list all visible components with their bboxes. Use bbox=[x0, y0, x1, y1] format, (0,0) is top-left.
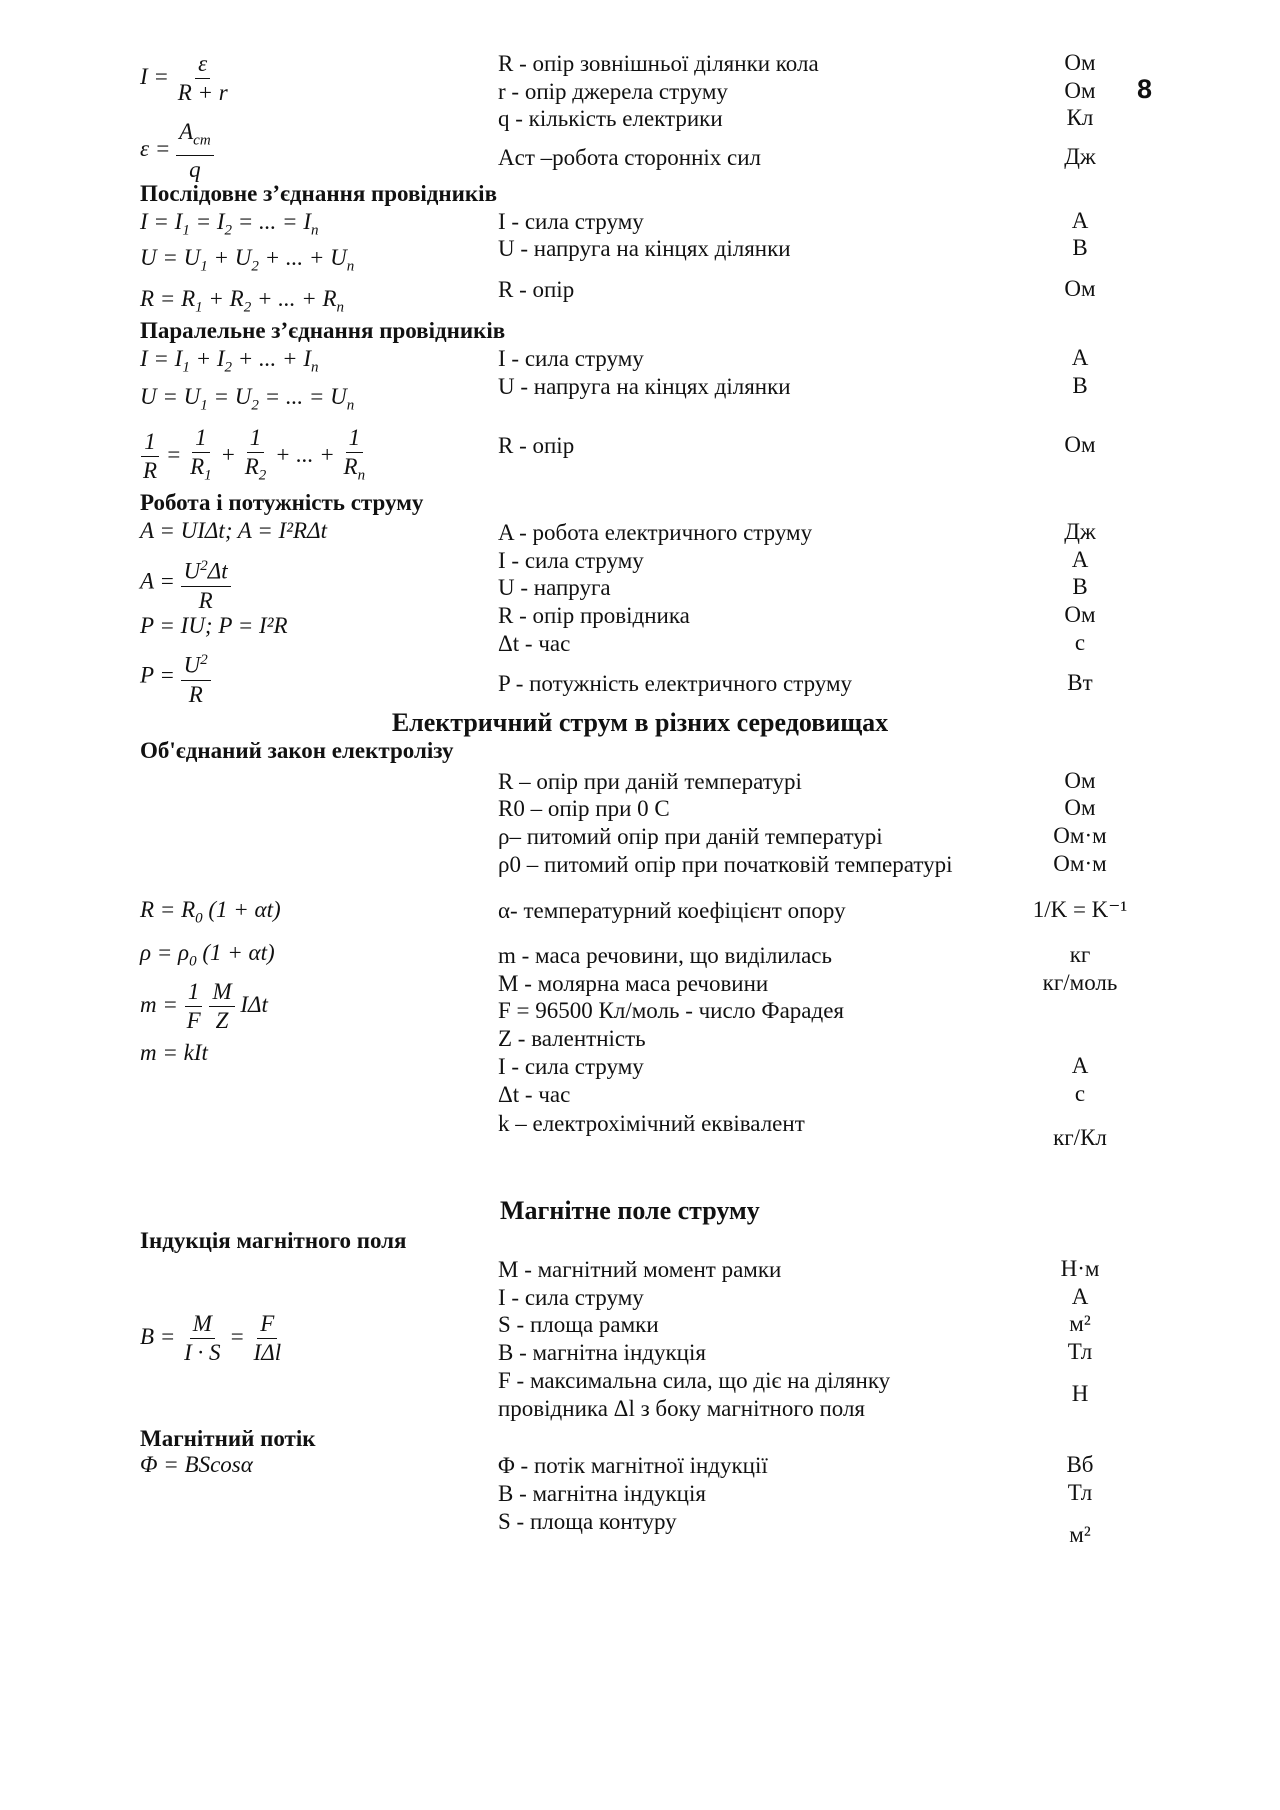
definition-text: Aст –робота сторонніх сил bbox=[498, 145, 762, 170]
section-heading: Об'єднаний закон електролізу bbox=[140, 738, 454, 763]
unit: Вб bbox=[1066, 1452, 1094, 1477]
formula-work: A = UIΔt; A = I²RΔt bbox=[140, 518, 327, 543]
definition-text: S - площа рамки bbox=[498, 1312, 659, 1337]
section-heading: Послідовне з’єднання провідників bbox=[140, 181, 497, 206]
definition-text: I - сила струму bbox=[498, 346, 644, 371]
formula-magnetic-flux: Φ = BScosα bbox=[140, 1452, 253, 1477]
definition-text: U - напруга на кінцях ділянки bbox=[498, 374, 791, 399]
page-number: 8 bbox=[1137, 74, 1153, 104]
formula-series-current: $I = I_1 = I_2$ = ... = $I_n$ bbox=[140, 209, 319, 239]
formula-power-voltage: P = $\frac{U^2}{R}$ bbox=[140, 646, 211, 709]
unit: В bbox=[1072, 235, 1088, 260]
unit: А bbox=[1071, 547, 1089, 572]
unit: м² bbox=[1069, 1311, 1091, 1336]
formula-resistance-temperature: $R = R_0$ (1 + αt) bbox=[140, 897, 281, 927]
definition-text: Δt - час bbox=[498, 1082, 571, 1107]
unit: Тл bbox=[1067, 1339, 1093, 1364]
definition-text: I - сила струму bbox=[498, 548, 644, 573]
definition-text: R0 – опір при 0 С bbox=[498, 796, 670, 821]
definition-text: Φ - потік магнітної індукції bbox=[498, 1453, 768, 1478]
definition-text: Δt - час bbox=[498, 631, 571, 656]
definition-text: R - опір bbox=[498, 433, 575, 458]
definition-text: α- температурний коефіцієнт опору bbox=[498, 898, 846, 923]
unit: Тл bbox=[1067, 1480, 1093, 1505]
formula-work-voltage: A = $\frac{U^2\Delta t}{R}$ bbox=[140, 552, 231, 615]
section-title: Магнітне поле струму bbox=[500, 1196, 760, 1225]
definition-text: F = 96500 Кл/моль - число Фарадея bbox=[498, 998, 844, 1023]
definition-text: R - опір зовнішньої ділянки кола bbox=[498, 51, 819, 76]
unit: Ом·м bbox=[1053, 823, 1107, 848]
formula-emf: ε = $\frac{A_{ст}}{q}$ bbox=[140, 118, 214, 184]
formula-series-voltage: $U = U_1 + U_2$ + ... + $U_n$ bbox=[140, 245, 355, 275]
unit: Ом bbox=[1064, 78, 1096, 103]
definition-text: k – електрохімічний еквівалент bbox=[498, 1111, 805, 1136]
formula-magnetic-induction: B = $\frac{M}{I \cdot S}$ = $\frac{F}{\text{IΔl}}$ bbox=[140, 1311, 282, 1365]
unit: Ом bbox=[1064, 50, 1096, 75]
unit: с bbox=[1074, 630, 1086, 655]
unit: кг bbox=[1069, 942, 1091, 967]
formula-power: P = IU; P = I²R bbox=[140, 613, 288, 638]
formula-series-resistance: $R = R_1 + R_2$ + ... + $R_n$ bbox=[140, 286, 345, 316]
definition-text: S - площа контуру bbox=[498, 1509, 677, 1534]
definition-text: Z - валентність bbox=[498, 1026, 646, 1051]
unit: А bbox=[1071, 1284, 1089, 1309]
definition-text: B - магнітна індукція bbox=[498, 1481, 706, 1506]
definition-text: m - маса речовини, що виділилась bbox=[498, 943, 832, 968]
unit: А bbox=[1071, 345, 1089, 370]
definition-text: I - сила струму bbox=[498, 209, 644, 234]
definition-text: R - опір провідника bbox=[498, 603, 690, 628]
section-heading: Паралельне з’єднання провідників bbox=[140, 318, 506, 343]
unit: В bbox=[1072, 373, 1088, 398]
definition-text: R – опір при даній температурі bbox=[498, 769, 802, 794]
formula-electrolysis-short: m = kIt bbox=[140, 1040, 208, 1065]
definition-text: B - магнітна індукція bbox=[498, 1340, 706, 1365]
definition-text: U - напруга bbox=[498, 575, 611, 600]
definition-text: M - молярна маса речовини bbox=[498, 971, 769, 996]
unit: Ом bbox=[1064, 432, 1096, 457]
definition-text: r - опір джерела струму bbox=[498, 79, 728, 104]
unit: кг/моль bbox=[1042, 970, 1118, 995]
definition-text: A - робота електричного струму bbox=[498, 520, 813, 545]
formula-parallel-voltage: $U = U_1 = U_2$ = ... = $U_n$ bbox=[140, 384, 355, 414]
definition-text: R - опір bbox=[498, 277, 575, 302]
unit: А bbox=[1071, 208, 1089, 233]
definition-text: P - потужність електричного струму bbox=[498, 671, 853, 696]
definition-text: провідника Δl з боку магнітного поля bbox=[498, 1396, 866, 1421]
unit: Ом·м bbox=[1053, 851, 1107, 876]
unit: Дж bbox=[1064, 144, 1096, 169]
section-title: Електричний струм в різних середовищах bbox=[391, 708, 889, 737]
definition-text: I - сила струму bbox=[498, 1285, 644, 1310]
unit: Кл bbox=[1066, 105, 1094, 130]
unit: Н·м bbox=[1060, 1256, 1100, 1281]
formula-electrolysis: m = $\frac{1}{F}$ $\frac{M}{Z}$ IΔt bbox=[140, 979, 268, 1033]
definition-text: F - максимальна сила, що діє на ділянку bbox=[498, 1368, 891, 1393]
unit: Ом bbox=[1064, 768, 1096, 793]
definition-text: U - напруга на кінцях ділянки bbox=[498, 236, 791, 261]
formula-parallel-resistance: $\frac{1}{R}$ = $\frac{1}{R_1}$ + $\frac{1}{R_2}$ + ... + $\frac{1}{R_n}$ bbox=[143, 425, 366, 484]
formula-resistivity-temperature: $\rho = \rho_0$ (1 + αt) bbox=[140, 940, 275, 970]
section-heading: Магнітний потік bbox=[140, 1426, 316, 1451]
unit: Ом bbox=[1064, 795, 1096, 820]
definition-text: q - кількість електрики bbox=[498, 106, 723, 131]
unit: А bbox=[1071, 1053, 1089, 1078]
definition-text: ρ– питомий опір при даній температурі bbox=[498, 824, 883, 849]
unit: Ом bbox=[1064, 602, 1096, 627]
definition-text: I - сила струму bbox=[498, 1054, 644, 1079]
unit: Ом bbox=[1064, 276, 1096, 301]
definition-text: ρ0 – питомий опір при початковій температурі bbox=[498, 852, 953, 877]
formula-ohm-full-circuit: I = $\frac{\varepsilon}{R + r}$ bbox=[140, 51, 228, 105]
unit: м² bbox=[1069, 1522, 1091, 1547]
unit: 1/K = K⁻¹ bbox=[1032, 897, 1128, 922]
formula-parallel-current: $I = I_1 + I_2$ + ... + $I_n$ bbox=[140, 346, 319, 376]
definition-text: M - магнітний момент рамки bbox=[498, 1257, 782, 1282]
unit: Дж bbox=[1064, 519, 1096, 544]
unit: Вт bbox=[1067, 670, 1093, 695]
unit: кг/Кл bbox=[1053, 1125, 1107, 1150]
unit: Н bbox=[1071, 1381, 1089, 1406]
unit: В bbox=[1072, 574, 1088, 599]
unit: с bbox=[1074, 1081, 1086, 1106]
section-heading: Індукція магнітного поля bbox=[140, 1228, 407, 1253]
section-heading: Робота і потужність струму bbox=[140, 490, 424, 515]
